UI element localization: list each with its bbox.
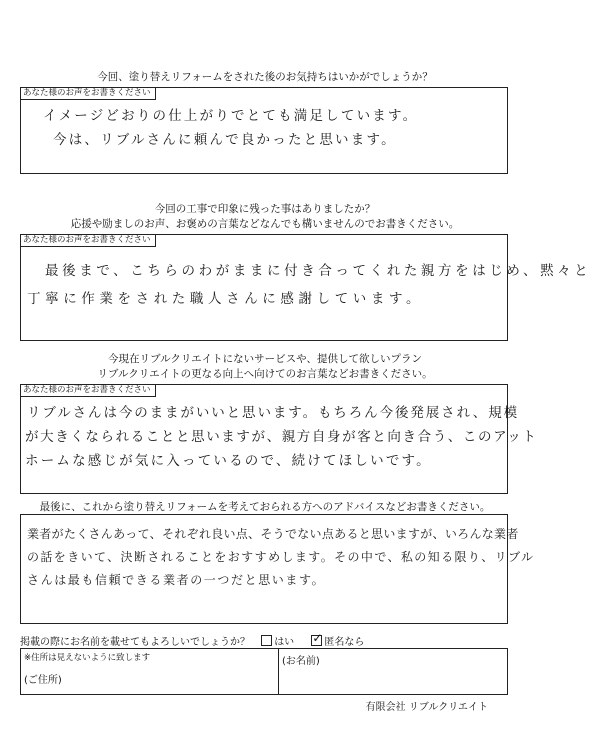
- question-1: [0, 70, 530, 85]
- answer-2-line-2: 丁寧に作業をされた職人さんに感謝しています。: [27, 291, 425, 307]
- consent-anon-option[interactable]: [311, 637, 364, 648]
- answer-4-line-1: 業者がたくさんあって、それぞれ良い点、そうでない点あると思いますが、いろんな業者: [27, 527, 519, 541]
- address-label: (ご住所): [24, 675, 62, 686]
- answer-box-1-label: あなた様のお声をお書きください: [21, 88, 156, 100]
- consent-yes-label: はい: [274, 637, 295, 648]
- answer-box-3-label: あなた様のお声をお書きください: [21, 385, 156, 397]
- consent-row: [20, 633, 520, 648]
- answer-1-line-1: イメージどおりの仕上がりでとても満足しています。: [43, 108, 419, 124]
- answer-1-line-2: 今は、リブルさんに頼んで良かったと思います。: [53, 132, 397, 148]
- address-cell[interactable]: [21, 649, 279, 694]
- answer-box-1: [20, 87, 508, 174]
- company-name: 有限会社 リブルクリエイト: [365, 702, 488, 713]
- answer-4-line-2: の話をきいて、決断されることをおすすめします。その中で、私の知る限り、リブル: [27, 550, 535, 564]
- answer-box-2-label: あなた様のお声をお書きください: [21, 235, 156, 247]
- answer-box-2: [20, 234, 591, 341]
- question-3-line-2: リブルクリエイトの更なる向上へ向けてのお言葉などお書きください。: [97, 368, 433, 380]
- name-cell[interactable]: [279, 649, 507, 694]
- question-2: [0, 202, 530, 232]
- answer-3-line-2: が大きくなられることと思いますが、親方自身が客と向き合う、このアット: [25, 429, 538, 445]
- contact-table: [20, 648, 508, 695]
- answer-3-line-1: リブルさんは今のままがいいと思います。もちろん今後発展され、規模: [27, 405, 519, 421]
- consent-question: 掲載の際にお名前を載せてもよろしいでしょうか？: [20, 637, 250, 648]
- checkbox-anonymous[interactable]: [311, 635, 322, 646]
- answer-box-3: [20, 384, 538, 494]
- question-2-line-1: 今回の工事で印象に残った事はありましたか？: [154, 203, 376, 215]
- answer-4-line-3: さんは最も信頼できる業者の一つだと思います。: [27, 573, 326, 587]
- address-note: ※住所は見えないように致します: [24, 653, 151, 663]
- question-2-line-2: 応援や励ましのお声、お褒めの言葉などなんでも構いませんのでお書きください。: [70, 218, 460, 230]
- answer-2-line-1: 最後まで、こちらのわがままに付き合ってくれた親方をはじめ、黙々と: [45, 263, 591, 279]
- name-label: (お名前): [282, 656, 320, 667]
- answer-3-line-3: ホームな感じが気に入っているので、続けてほしいです。: [25, 453, 432, 469]
- question-3: [0, 352, 530, 382]
- question-3-line-1: 今現在リブルクリエイトにないサービスや、提供して欲しいプラン: [108, 353, 422, 365]
- answer-box-4: [20, 514, 535, 624]
- question-1-line-1: 今回、塗り替えリフォームをされた後のお気持ちはいかがでしょうか？: [97, 71, 433, 83]
- checkbox-yes[interactable]: [261, 635, 272, 646]
- question-4: [0, 500, 530, 515]
- consent-anon-label: 匿名なら: [324, 637, 365, 648]
- consent-yes-option[interactable]: [261, 637, 297, 648]
- question-4-line-1: 最後に、これから塗り替えリフォームを考えておられる方へのアドバイスなどお書きください。: [39, 501, 491, 513]
